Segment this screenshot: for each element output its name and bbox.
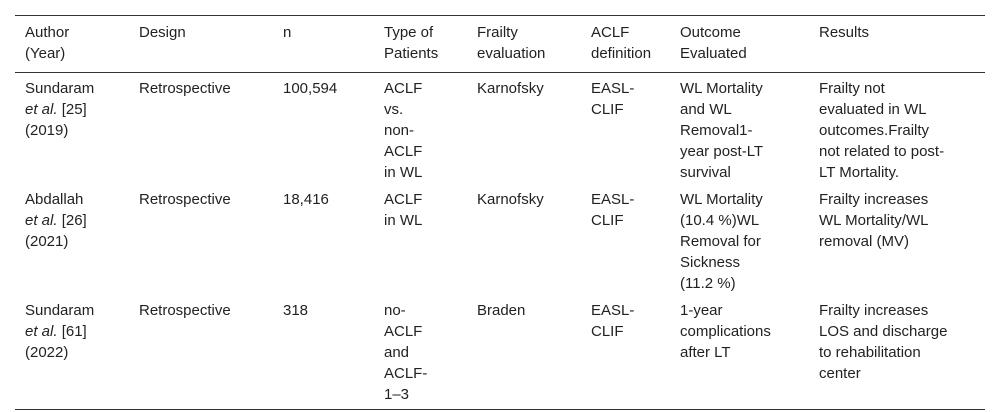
results-line: evaluated in WL bbox=[819, 101, 927, 118]
author-year: (2019) bbox=[25, 122, 69, 139]
cell-aclf bbox=[581, 187, 670, 298]
header-frailty-line2: evaluation bbox=[477, 45, 546, 62]
cell-type bbox=[374, 73, 467, 188]
table-row bbox=[15, 298, 985, 410]
outcome-line: Sickness bbox=[680, 254, 741, 271]
results-line: outcomes.Frailty bbox=[819, 122, 930, 139]
cell-design bbox=[129, 187, 273, 298]
author-name: Sundaram bbox=[25, 302, 95, 319]
cell-results bbox=[809, 73, 985, 188]
type-line: ACLF bbox=[384, 323, 423, 340]
et-al: et al. bbox=[25, 212, 58, 229]
results-line: Frailty not bbox=[819, 80, 885, 97]
author-year: (2021) bbox=[25, 233, 69, 250]
header-n-line1: n bbox=[283, 24, 292, 41]
header-aclf bbox=[581, 16, 670, 73]
type-line: ACLF bbox=[384, 191, 423, 208]
aclf-line: EASL- bbox=[591, 302, 635, 319]
et-al: et al. bbox=[25, 101, 58, 118]
results-line: WL Mortality/WL bbox=[819, 212, 929, 229]
n-line: 100,594 bbox=[283, 80, 338, 97]
cell-author bbox=[15, 73, 129, 188]
aclf-line: CLIF bbox=[591, 212, 624, 229]
et-al: et al. bbox=[25, 323, 58, 340]
cell-n bbox=[273, 73, 374, 188]
results-line: LOS and discharge bbox=[819, 323, 948, 340]
reference-link[interactable]: [25] bbox=[61, 101, 87, 118]
aclf-line: EASL- bbox=[591, 191, 635, 208]
outcome-line: complications bbox=[680, 323, 771, 340]
studies-table-container bbox=[15, 15, 985, 410]
header-design bbox=[129, 16, 273, 73]
type-line: ACLF- bbox=[384, 365, 428, 382]
cell-design bbox=[129, 73, 273, 188]
outcome-line: Removal1- bbox=[680, 122, 753, 139]
author-name: Abdallah bbox=[25, 191, 84, 208]
type-line: vs. bbox=[384, 101, 404, 118]
header-outcome-line2: Evaluated bbox=[680, 45, 747, 62]
header-author-line2: (Year) bbox=[25, 45, 66, 62]
author-ref bbox=[25, 321, 121, 342]
reference-link[interactable]: [26] bbox=[61, 212, 87, 229]
type-line: no- bbox=[384, 302, 406, 319]
author-ref bbox=[25, 210, 121, 231]
table-row bbox=[15, 73, 985, 188]
aclf-line: EASL- bbox=[591, 80, 635, 97]
author-ref bbox=[25, 99, 121, 120]
outcome-line: and WL bbox=[680, 101, 732, 118]
header-frailty-line1: Frailty bbox=[477, 24, 518, 41]
cell-results bbox=[809, 187, 985, 298]
cell-frailty bbox=[467, 298, 581, 410]
outcome-line: (10.4 %)WL bbox=[680, 212, 760, 229]
header-type-line1: Type of bbox=[384, 24, 434, 41]
n-line: 318 bbox=[283, 302, 309, 319]
cell-n bbox=[273, 298, 374, 410]
type-line: and bbox=[384, 344, 410, 361]
frailty-line: Karnofsky bbox=[477, 80, 544, 97]
cell-frailty bbox=[467, 187, 581, 298]
design-line: Retrospective bbox=[139, 80, 231, 97]
results-line: center bbox=[819, 365, 861, 382]
header-results bbox=[809, 16, 985, 73]
cell-results bbox=[809, 298, 985, 410]
outcome-line: after LT bbox=[680, 344, 731, 361]
cell-aclf bbox=[581, 73, 670, 188]
cell-frailty bbox=[467, 73, 581, 188]
type-line: in WL bbox=[384, 164, 423, 181]
type-line: ACLF bbox=[384, 143, 423, 160]
header-author bbox=[15, 16, 129, 73]
frailty-line: Braden bbox=[477, 302, 526, 319]
header-outcome-line1: Outcome bbox=[680, 24, 741, 41]
type-line: 1–3 bbox=[384, 386, 410, 403]
outcome-line: (11.2 %) bbox=[680, 275, 736, 292]
cell-author bbox=[15, 298, 129, 410]
header-results-line1: Results bbox=[819, 24, 870, 41]
author-name: Sundaram bbox=[25, 80, 95, 97]
cell-n bbox=[273, 187, 374, 298]
design-line: Retrospective bbox=[139, 191, 231, 208]
header-aclf-line1: ACLF bbox=[591, 24, 630, 41]
outcome-line: Removal for bbox=[680, 233, 761, 250]
outcome-line: WL Mortality bbox=[680, 80, 763, 97]
cell-type bbox=[374, 298, 467, 410]
outcome-line: survival bbox=[680, 164, 731, 181]
reference-link[interactable]: [61] bbox=[61, 323, 87, 340]
results-line: LT Mortality. bbox=[819, 164, 900, 181]
n-line: 18,416 bbox=[283, 191, 329, 208]
results-line: Frailty increases bbox=[819, 302, 929, 319]
results-line: to rehabilitation bbox=[819, 344, 921, 361]
cell-design bbox=[129, 298, 273, 410]
type-line: in WL bbox=[384, 212, 423, 229]
author-year: (2022) bbox=[25, 344, 69, 361]
aclf-line: CLIF bbox=[591, 323, 624, 340]
cell-aclf bbox=[581, 298, 670, 410]
design-line: Retrospective bbox=[139, 302, 231, 319]
outcome-line: WL Mortality bbox=[680, 191, 763, 208]
results-line: Frailty increases bbox=[819, 191, 929, 208]
type-line: ACLF bbox=[384, 80, 423, 97]
results-line: removal (MV) bbox=[819, 233, 910, 250]
outcome-line: year post-LT bbox=[680, 143, 764, 160]
header-type-line2: Patients bbox=[384, 45, 439, 62]
cell-type bbox=[374, 187, 467, 298]
header-aclf-line2: definition bbox=[591, 45, 652, 62]
type-line: non- bbox=[384, 122, 415, 139]
cell-outcome bbox=[670, 73, 809, 188]
header-n bbox=[273, 16, 374, 73]
cell-outcome bbox=[670, 187, 809, 298]
studies-table bbox=[15, 15, 985, 410]
frailty-line: Karnofsky bbox=[477, 191, 544, 208]
table-row bbox=[15, 187, 985, 298]
header-outcome bbox=[670, 16, 809, 73]
cell-author bbox=[15, 187, 129, 298]
header-design-line1: Design bbox=[139, 24, 186, 41]
header-type bbox=[374, 16, 467, 73]
cell-outcome bbox=[670, 298, 809, 410]
header-author-line1: Author bbox=[25, 24, 70, 41]
outcome-line: 1-year bbox=[680, 302, 723, 319]
table-header-row bbox=[15, 16, 985, 73]
header-frailty bbox=[467, 16, 581, 73]
results-line: not related to post- bbox=[819, 143, 945, 160]
aclf-line: CLIF bbox=[591, 101, 624, 118]
